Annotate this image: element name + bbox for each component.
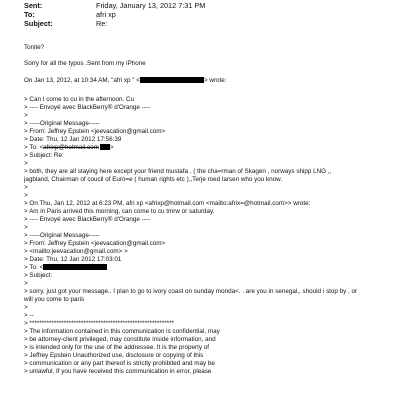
body-line: > On Thu, Jan 12, 2012 at 6:23 PM, afri xp <afrixp@hotmail.com <mailto:afrix=@hotmail.com>> wrote: — [24, 200, 311, 207]
body-line: > Can I come to cu in the afternoon. Cu — [24, 96, 135, 103]
body-line: > — [24, 192, 28, 199]
body-line: > *********************************************************** — [24, 320, 175, 327]
body-line: > Am in Paris arrived this morning, can come to cu tmrw or saturday. — [24, 208, 215, 215]
body-line: > From: Jeffrey Epstein <jeevacation@gmail.com> — [24, 240, 166, 247]
body-line: > Subject: Re: — [24, 152, 64, 159]
struck-email: afrixp@hotmail.com — [43, 144, 99, 151]
body-line: > — [24, 224, 28, 231]
body-line: Tonite? — [24, 44, 45, 51]
to-prefix: > To: < — [24, 144, 44, 151]
quote-header-suffix: > wrote: — [203, 77, 227, 84]
body-line: > <mailto:jeevacation@gmail.com> > — [24, 248, 128, 255]
to-label: To: — [24, 10, 35, 19]
body-line: > be attorney-client privileged, may constitute inside information, and — [24, 336, 216, 343]
quote-header-text: On Jan 13, 2012, at 10:34 AM, "afri xp " < — [24, 77, 140, 84]
to-prefix: > To: < — [24, 264, 44, 271]
body-line: > Date: Thu, 12 Jan 2012 17:03:01 — [24, 256, 122, 263]
body-line: > — [24, 184, 28, 191]
body-line: > -----Original Message----- — [24, 120, 100, 127]
body-line: > — [24, 280, 28, 287]
redaction-bar — [43, 264, 107, 270]
body-line: > ---- Envoyé avec BlackBerry® d'Orange ---- — [24, 104, 151, 111]
subject-value: Re: — [96, 19, 108, 28]
body-line: > is intended only for the use of the addressee. It is the property of — [24, 344, 209, 351]
body-line: jagbland, Chairman of coucil of Euro=e ( human rights etc ),,Terje roed larsen who you know. — [24, 176, 283, 183]
body-line: > Date: Thu, 12 Jan 2012 17:56:39 — [24, 136, 122, 143]
body-line: will you come to paris — [24, 296, 85, 303]
body-line: > communication or any part thereof is strictly prohibited and may be — [24, 360, 215, 367]
body-line: > unlawful. If you have received this communication in error, please — [24, 368, 212, 375]
body-line-quote-header — [24, 77, 390, 85]
body-line: > — [24, 160, 28, 167]
body-line: > ---- Envoyé avec BlackBerry® d'Orange ---- — [24, 216, 151, 223]
sent-value: Friday, January 13, 2012 7:31 PM — [96, 1, 206, 10]
body-line: > Subject: — [24, 272, 53, 279]
body-line: > -- — [24, 312, 34, 319]
body-line: > sorry, just got your message.. I plan to go to ivory coast on sunday monda<. . are you in senegal,, should i stop by , or — [24, 288, 358, 295]
body-line: > Jeffrey Epstein Unauthorized use, disclosure or copying of this — [24, 352, 204, 359]
sent-label: Sent: — [24, 1, 43, 10]
to-value: afri xp — [96, 10, 116, 19]
body-line: > -----Original Message----- — [24, 232, 100, 239]
to-suffix: > — [109, 144, 114, 151]
redaction-bar — [140, 77, 204, 83]
body-line: > both, they are all staying here except your friend mustafa . ( the cha=rman of Skagen , norways shipp LNG ,, — [24, 168, 332, 175]
body-line: > — [24, 112, 28, 119]
body-line-to — [24, 264, 390, 272]
body-line: > The information contained in this communication is confidential, may — [24, 328, 220, 335]
redaction-bar — [100, 144, 110, 150]
body-line-to — [24, 144, 390, 152]
body-line: > From: Jeffrey Epstein <jeevacation@gmail.com> — [24, 128, 166, 135]
subject-label: Subject: — [24, 19, 53, 28]
body-line: Sorry for all the typos .Sent from my iPhone — [24, 60, 146, 67]
body-line: > — [24, 304, 28, 311]
